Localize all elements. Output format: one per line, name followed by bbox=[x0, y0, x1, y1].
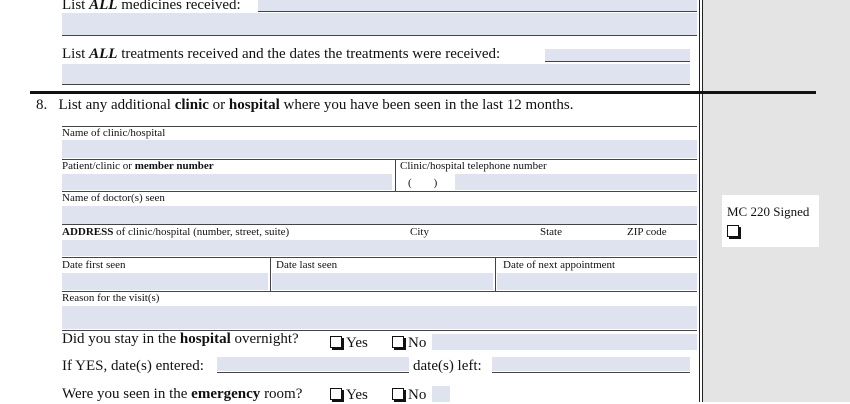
dates-left-line bbox=[492, 372, 690, 373]
medicines-label: List ALL medicines received: bbox=[62, 0, 241, 13]
phone-parens: ( ) bbox=[408, 177, 438, 189]
date-last-label: Date last seen bbox=[276, 259, 338, 271]
section-separator bbox=[30, 91, 816, 94]
row-divider bbox=[270, 257, 271, 291]
er-question: Were you seen in the emergency room? bbox=[62, 386, 303, 402]
name-clinic-label: Name of clinic/hospital bbox=[62, 127, 166, 139]
address-label: ADDRESS of clinic/hospital (number, street, suite) bbox=[62, 226, 290, 238]
er-bg bbox=[432, 386, 450, 402]
overnight-yes[interactable]: Yes bbox=[330, 335, 368, 352]
dates-left-field[interactable] bbox=[492, 357, 690, 371]
phone-label: Clinic/hospital telephone number bbox=[400, 160, 547, 172]
reason-label: Reason for the visit(s) bbox=[62, 292, 160, 304]
treatments-line bbox=[545, 61, 690, 62]
medicines-field[interactable] bbox=[258, 0, 697, 11]
date-next-label: Date of next appointment bbox=[503, 259, 616, 271]
medicines-line-2 bbox=[62, 35, 697, 36]
date-first-label: Date first seen bbox=[62, 259, 126, 271]
if-yes-label: If YES, date(s) entered: bbox=[62, 358, 204, 374]
dates-left-label: date(s) left: bbox=[413, 358, 482, 374]
row-line bbox=[62, 224, 697, 225]
row-line bbox=[62, 257, 697, 258]
overnight-bg bbox=[432, 334, 697, 350]
main-column-border-2 bbox=[702, 0, 703, 402]
date-last-field[interactable] bbox=[272, 273, 493, 290]
row-divider bbox=[495, 257, 496, 291]
city-label: City bbox=[410, 226, 429, 238]
row-divider bbox=[395, 159, 396, 191]
er-no[interactable]: No bbox=[392, 387, 426, 404]
phone-field[interactable] bbox=[455, 174, 697, 190]
address-field[interactable] bbox=[62, 240, 697, 256]
date-next-field[interactable] bbox=[497, 273, 697, 290]
zip-label: ZIP code bbox=[627, 226, 667, 238]
dates-entered-field[interactable] bbox=[217, 357, 409, 371]
patient-number-field[interactable] bbox=[62, 174, 392, 190]
er-yes[interactable]: Yes bbox=[330, 387, 368, 404]
overnight-yes-checkbox[interactable] bbox=[330, 336, 342, 348]
overnight-no-checkbox[interactable] bbox=[392, 336, 404, 348]
doctor-label: Name of doctor(s) seen bbox=[62, 192, 165, 204]
section8-heading: 8. List any additional clinic or hospital where you have been seen in the last 12 months. bbox=[36, 97, 574, 113]
treatments-field[interactable] bbox=[545, 49, 690, 61]
treatments-label: List ALL treatments received and the dates the treatments were received: bbox=[62, 46, 501, 62]
mc220-checkbox[interactable] bbox=[727, 223, 743, 241]
medicines-line bbox=[258, 11, 697, 12]
treatments-line-2 bbox=[62, 84, 690, 85]
name-clinic-field[interactable] bbox=[62, 140, 697, 158]
treatments-field-2[interactable] bbox=[62, 64, 690, 84]
main-column-border bbox=[699, 0, 700, 402]
date-first-field[interactable] bbox=[62, 273, 268, 290]
state-label: State bbox=[540, 226, 562, 238]
overnight-question: Did you stay in the hospital overnight? bbox=[62, 331, 299, 347]
doctor-field[interactable] bbox=[62, 206, 697, 224]
reason-field[interactable] bbox=[62, 306, 697, 329]
patient-number-label: Patient/clinic or member number bbox=[62, 160, 214, 172]
dates-entered-line bbox=[217, 372, 409, 373]
medicines-field-2[interactable] bbox=[62, 13, 697, 35]
mc220-label: MC 220 Signed bbox=[727, 204, 810, 219]
er-yes-checkbox[interactable] bbox=[330, 388, 342, 400]
overnight-no[interactable]: No bbox=[392, 335, 426, 352]
er-no-checkbox[interactable] bbox=[392, 388, 404, 400]
